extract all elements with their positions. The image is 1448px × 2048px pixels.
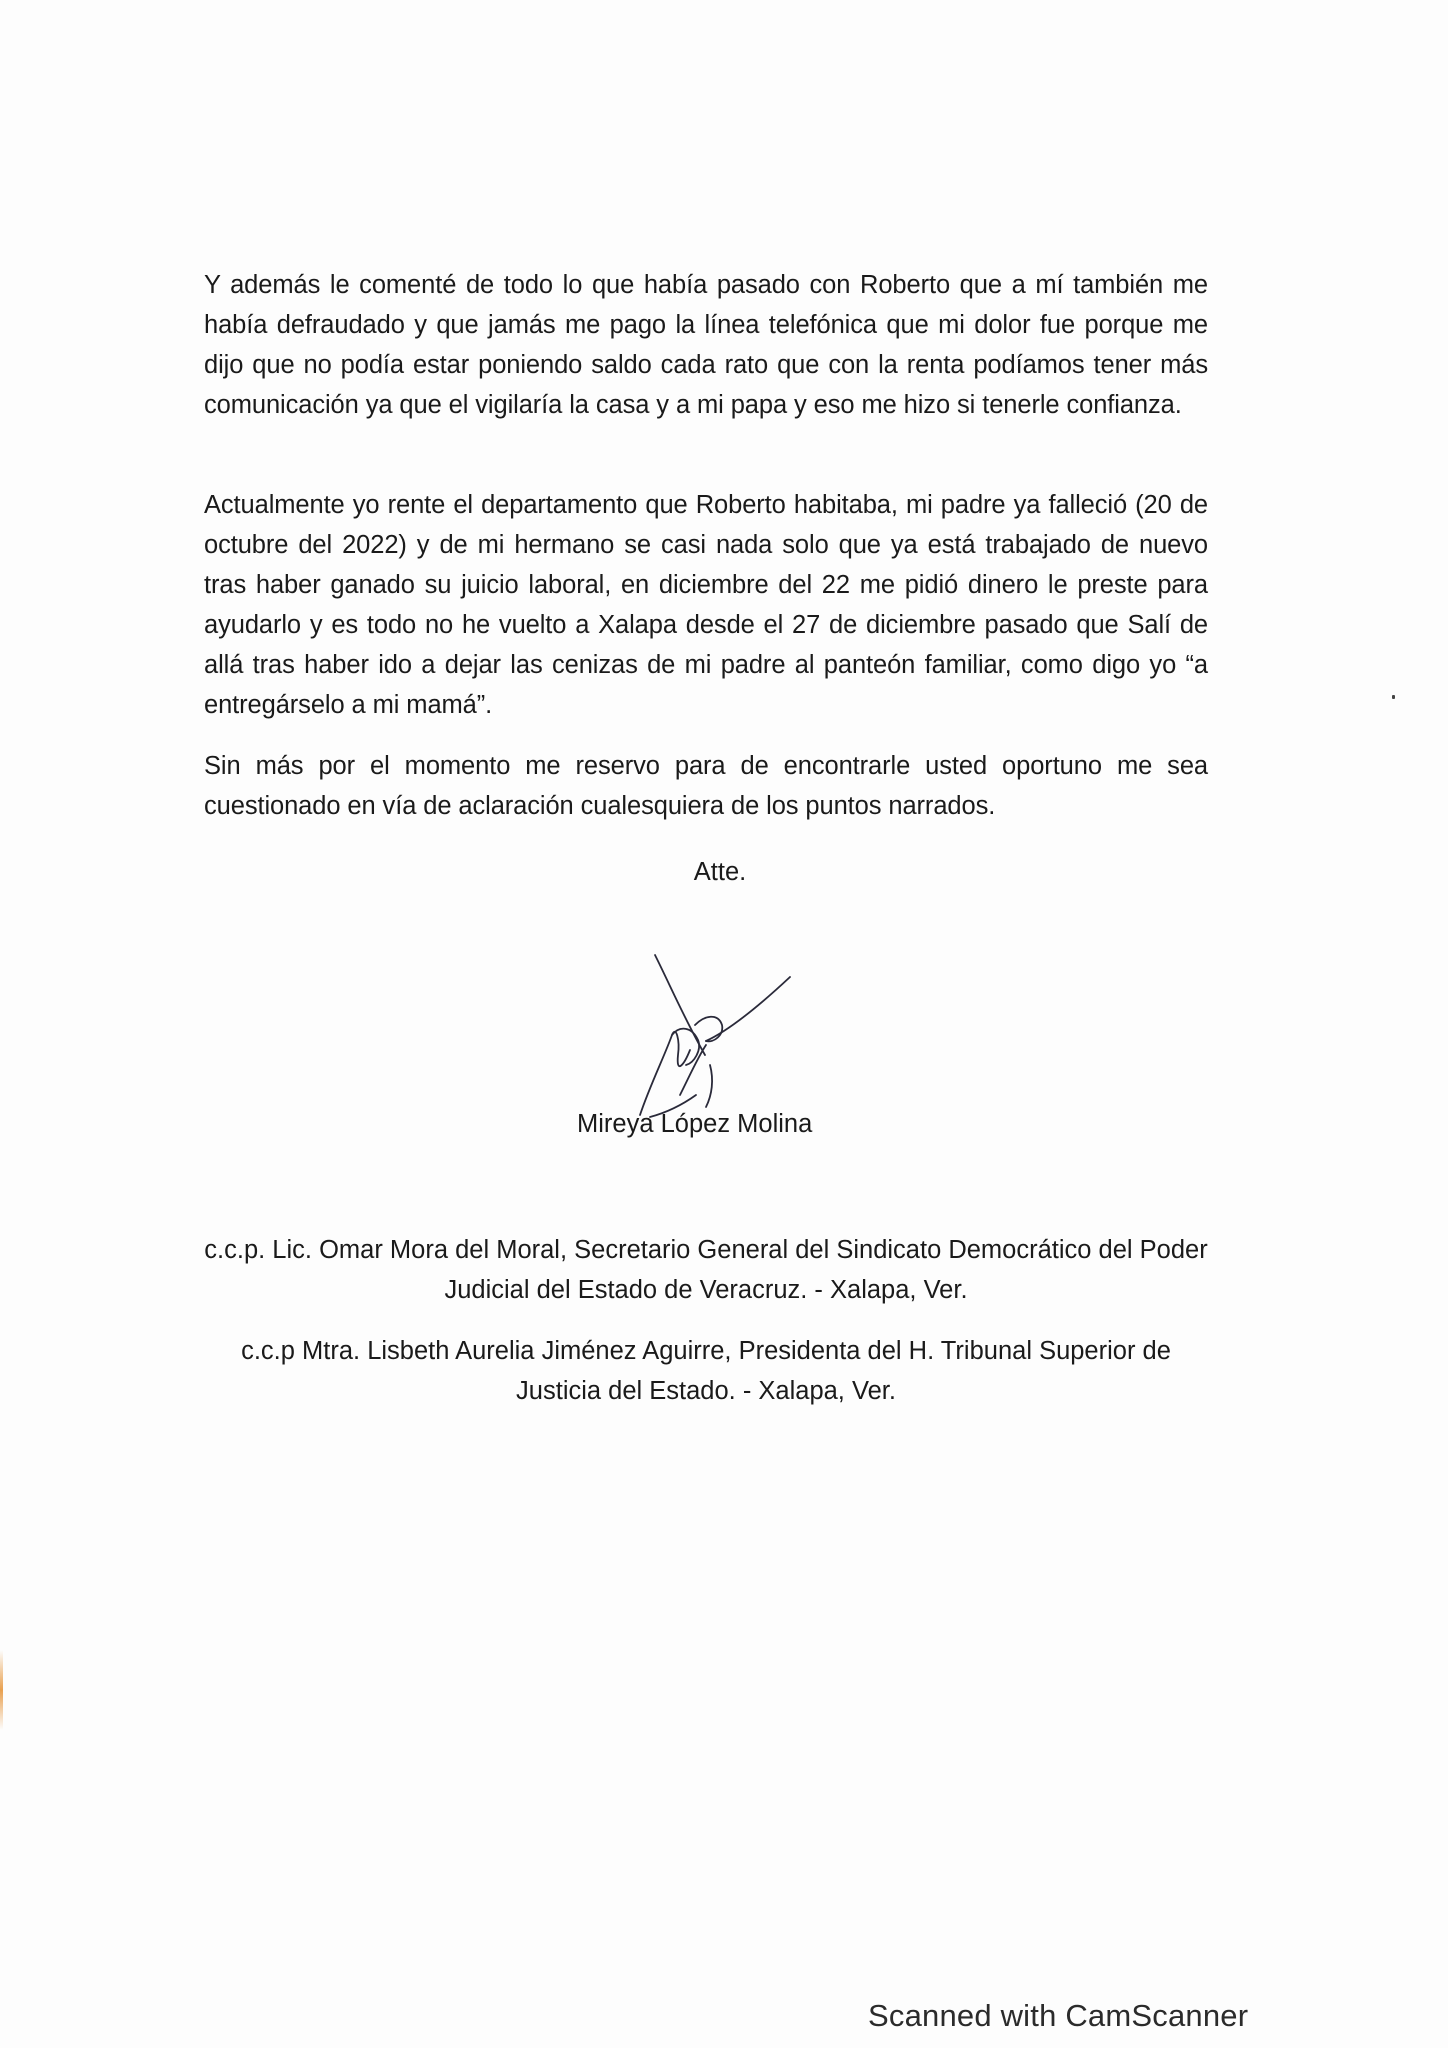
carbon-copy-1: c.c.p. Lic. Omar Mora del Moral, Secretario General del Sindicato Democrático del Poder Judicial del Estado de Veracruz. - Xalapa, Ver. [204, 1236, 1208, 1304]
closing-salutation: Atte. [693, 858, 747, 886]
letter-paragraph-3: Sin más por el momento me reservo para de encontrarle usted oportuno me sea cuestionado en vía de aclaración cualesquiera de los puntos narrados. [204, 752, 1208, 820]
handwritten-signature [610, 945, 810, 1125]
closing-block [0, 852, 1448, 892]
scan-speck [1392, 695, 1395, 699]
camscanner-watermark: Scanned with CamScanner [868, 1998, 1249, 2033]
carbon-copy-2: c.c.p Mtra. Lisbeth Aurelia Jiménez Aguirre, Presidenta del H. Tribunal Superior de Justicia del Estado. - Xalapa, Ver. [241, 1337, 1171, 1405]
letter-paragraph-2: Actualmente yo rente el departamento que Roberto habitaba, mi padre ya falleció (20 de octubre del 2022) y de mi hermano se casi nada solo que ya está trabajado de nuevo tras haber ganado su juicio laboral, en diciembre del 22 me pidió dinero le preste para ayudarlo y es todo no he vuelto a Xalapa desde el 27 de diciembre pasado que Salí de allá tras haber ido a dejar las cenizas de mi padre al panteón familiar, como digo yo “a entregárselo a mi mamá”. [204, 491, 1208, 719]
scan-edge-mark [0, 1650, 3, 1730]
letter-paragraph-1: Y además le comenté de todo lo que había pasado con Roberto que a mí también me había defraudado y que jamás me pago la línea telefónica que mi dolor fue porque me dijo que no podía estar poniendo saldo cada rato que con la renta podíamos tener más comunicación ya que el vigilaría la casa y a mi papa y eso me hizo si tenerle confianza. [204, 271, 1208, 419]
signer-name: Mireya López Molina [577, 1110, 813, 1138]
